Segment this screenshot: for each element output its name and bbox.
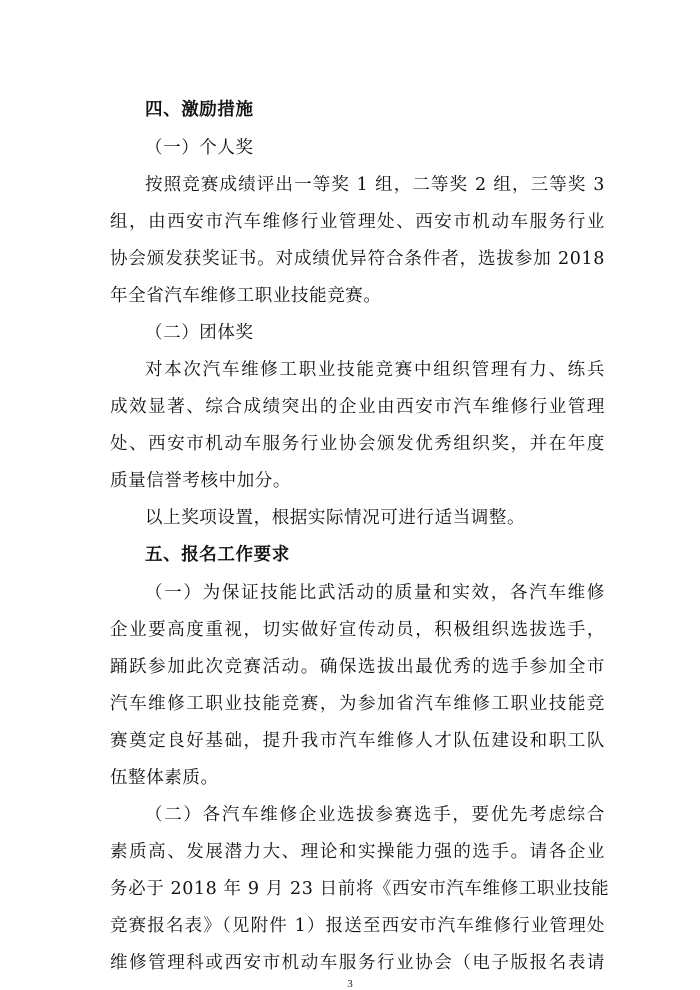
paragraph-line: 协会颁发获奖证书。对成绩优异符合条件者，选拔参加 2018 bbox=[110, 249, 605, 269]
section4-heading: 四、激励措施 bbox=[145, 100, 254, 120]
paragraph-line: 素质高、发展潜力大、理论和实操能力强的选手。请各企业 bbox=[110, 842, 605, 862]
paragraph-line: 汽车维修工职业技能竞赛，为参加省汽车维修工职业技能竞 bbox=[110, 694, 605, 714]
paragraph-line: 质量信誉考核中加分。 bbox=[110, 471, 291, 491]
paragraph-line: 伍整体素质。 bbox=[110, 768, 219, 788]
paragraph-line: 按照竞赛成绩评出一等奖 1 组，二等奖 2 组，三等奖 3 bbox=[145, 175, 605, 195]
paragraph-line: 处、西安市机动车服务行业协会颁发优秀组织奖，并在年度 bbox=[110, 434, 605, 454]
paragraph-line: 年全省汽车维修工职业技能竞赛。 bbox=[110, 286, 382, 306]
subsection-heading-individual-award: （一）个人奖 bbox=[145, 138, 254, 158]
paragraph-line: 对本次汽车维修工职业技能竞赛中组织管理有力、练兵 bbox=[145, 360, 605, 380]
subsection-heading-team-award: （二）团体奖 bbox=[145, 323, 254, 343]
paragraph-line: 务必于 2018 年 9 月 23 日前将《西安市汽车维修工职业技能 bbox=[110, 879, 610, 899]
paragraph-line: 维修管理科或西安市机动车服务行业协会（电子版报名表请 bbox=[110, 953, 605, 973]
note-line: 以上奖项设置，根据实际情况可进行适当调整。 bbox=[145, 508, 526, 528]
page-number: 3 bbox=[347, 978, 353, 990]
paragraph-line: （一）为保证技能比武活动的质量和实效，各汽车维修 bbox=[145, 583, 605, 603]
paragraph-line: 竞赛报名表》（见附件 1）报送至西安市汽车维修行业管理处 bbox=[110, 916, 605, 936]
paragraph-line: 赛奠定良好基础，提升我市汽车维修人才队伍建设和职工队 bbox=[110, 731, 605, 751]
paragraph-line: 踊跃参加此次竞赛活动。确保选拔出最优秀的选手参加全市 bbox=[110, 657, 605, 677]
paragraph-line: 成效显著、综合成绩突出的企业由西安市汽车维修行业管理 bbox=[110, 397, 605, 417]
paragraph-line: （二）各汽车维修企业选拔参赛选手，要优先考虑综合 bbox=[145, 805, 605, 825]
paragraph-line: 组，由西安市汽车维修行业管理处、西安市机动车服务行业 bbox=[110, 212, 605, 232]
paragraph-line: 企业要高度重视，切实做好宣传动员，积极组织选拔选手， bbox=[110, 620, 605, 640]
section5-heading: 五、报名工作要求 bbox=[145, 545, 290, 565]
